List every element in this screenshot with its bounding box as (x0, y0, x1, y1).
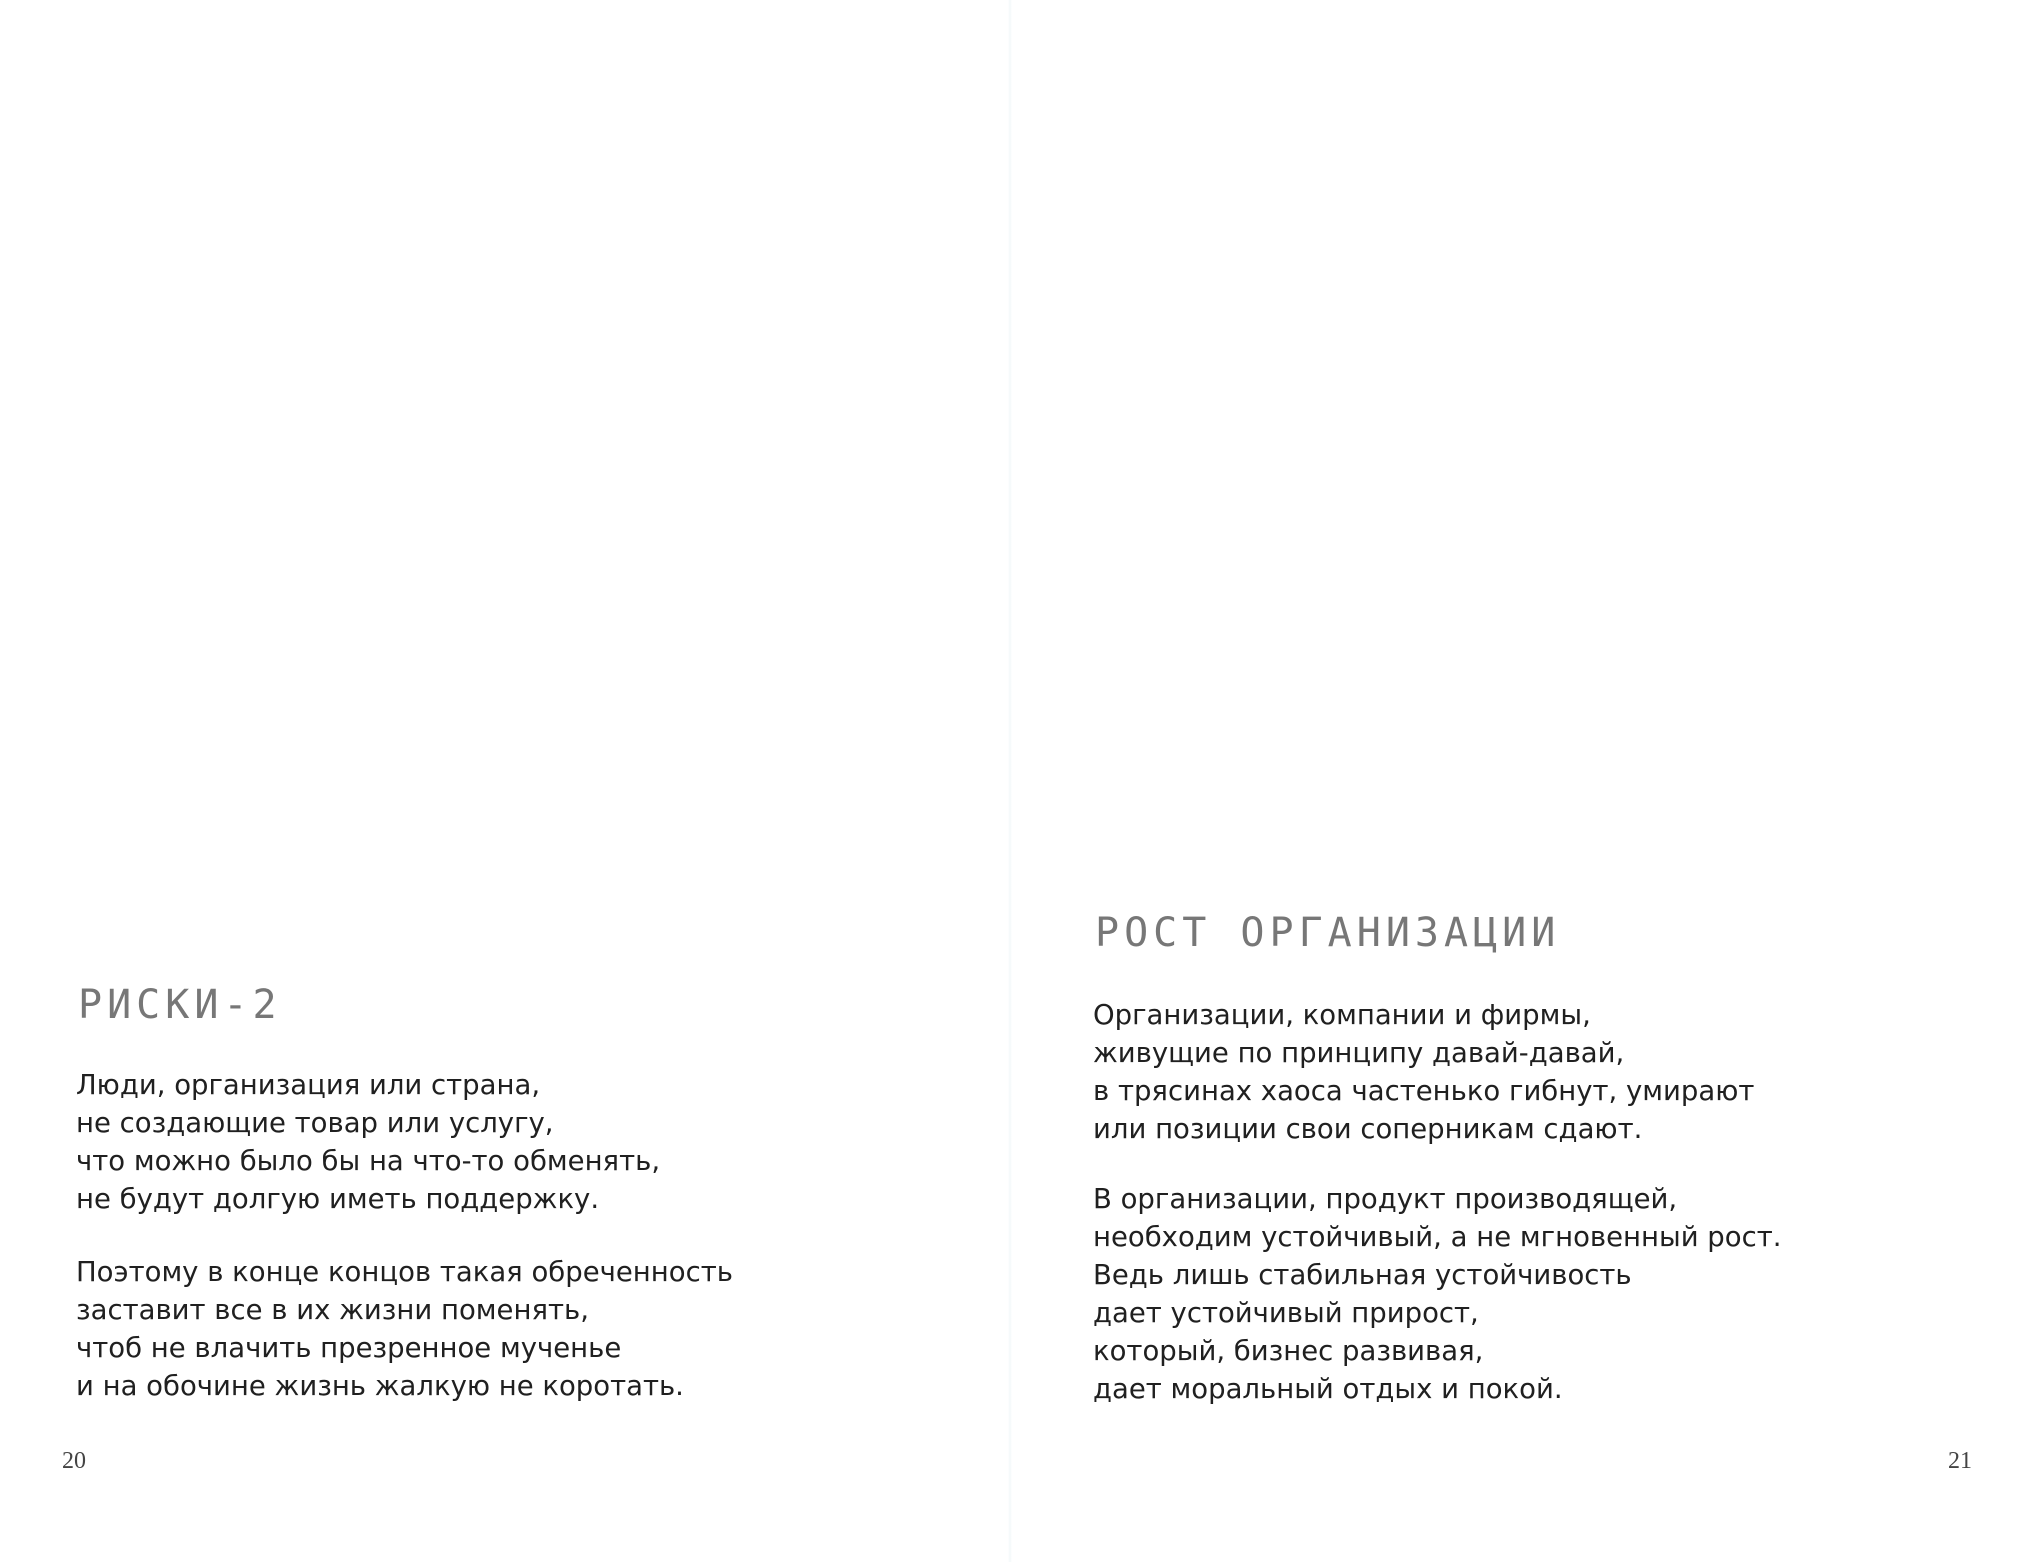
poem-title: РОСТ ОРГАНИЗАЦИИ (1095, 910, 1561, 956)
poem-line: Организации, компании и фирмы, (1093, 999, 1591, 1031)
poem-line: дает моральный отдых и покой. (1093, 1373, 1563, 1405)
stanza (1093, 996, 1754, 1148)
poem-line: что можно было бы на что-то обменять, (76, 1145, 661, 1177)
poem-line: который, бизнес развивая, (1093, 1335, 1484, 1367)
poem-line: В организации, продукт производящей, (1093, 1183, 1678, 1215)
poem-line: живущие по принципу давай-давай, (1093, 1037, 1625, 1069)
poem-line: чтоб не влачить презренное мученье (76, 1332, 622, 1364)
right-page (1010, 0, 2040, 1562)
stanza (1093, 1180, 1781, 1408)
poem-line: дает устойчивый прирост, (1093, 1297, 1479, 1329)
poem-line: в трясинах хаоса частенько гибнут, умирают (1093, 1075, 1755, 1107)
poem-line: Люди, организация или страна, (76, 1069, 541, 1101)
left-page (0, 0, 1010, 1562)
poem-line: не будут долгую иметь поддержку. (76, 1183, 600, 1215)
poem-title: РИСКИ-2 (78, 982, 282, 1028)
page-number: 20 (62, 1448, 86, 1474)
poem-line: заставит все в их жизни поменять, (76, 1294, 589, 1326)
poem-line: Поэтому в конце концов такая обреченность (76, 1256, 733, 1288)
stanza (76, 1066, 660, 1218)
poem-line: необходим устойчивый, а не мгновенный рост. (1093, 1221, 1782, 1253)
poem-line: не создающие товар или услугу, (76, 1107, 554, 1139)
stanza (76, 1253, 733, 1405)
poem-line: или позиции свои соперникам сдают. (1093, 1113, 1643, 1145)
poem-line: Ведь лишь стабильная устойчивость (1093, 1259, 1632, 1291)
poem-line: и на обочине жизнь жалкую не коротать. (76, 1370, 684, 1402)
page-number: 21 (1948, 1448, 1972, 1474)
